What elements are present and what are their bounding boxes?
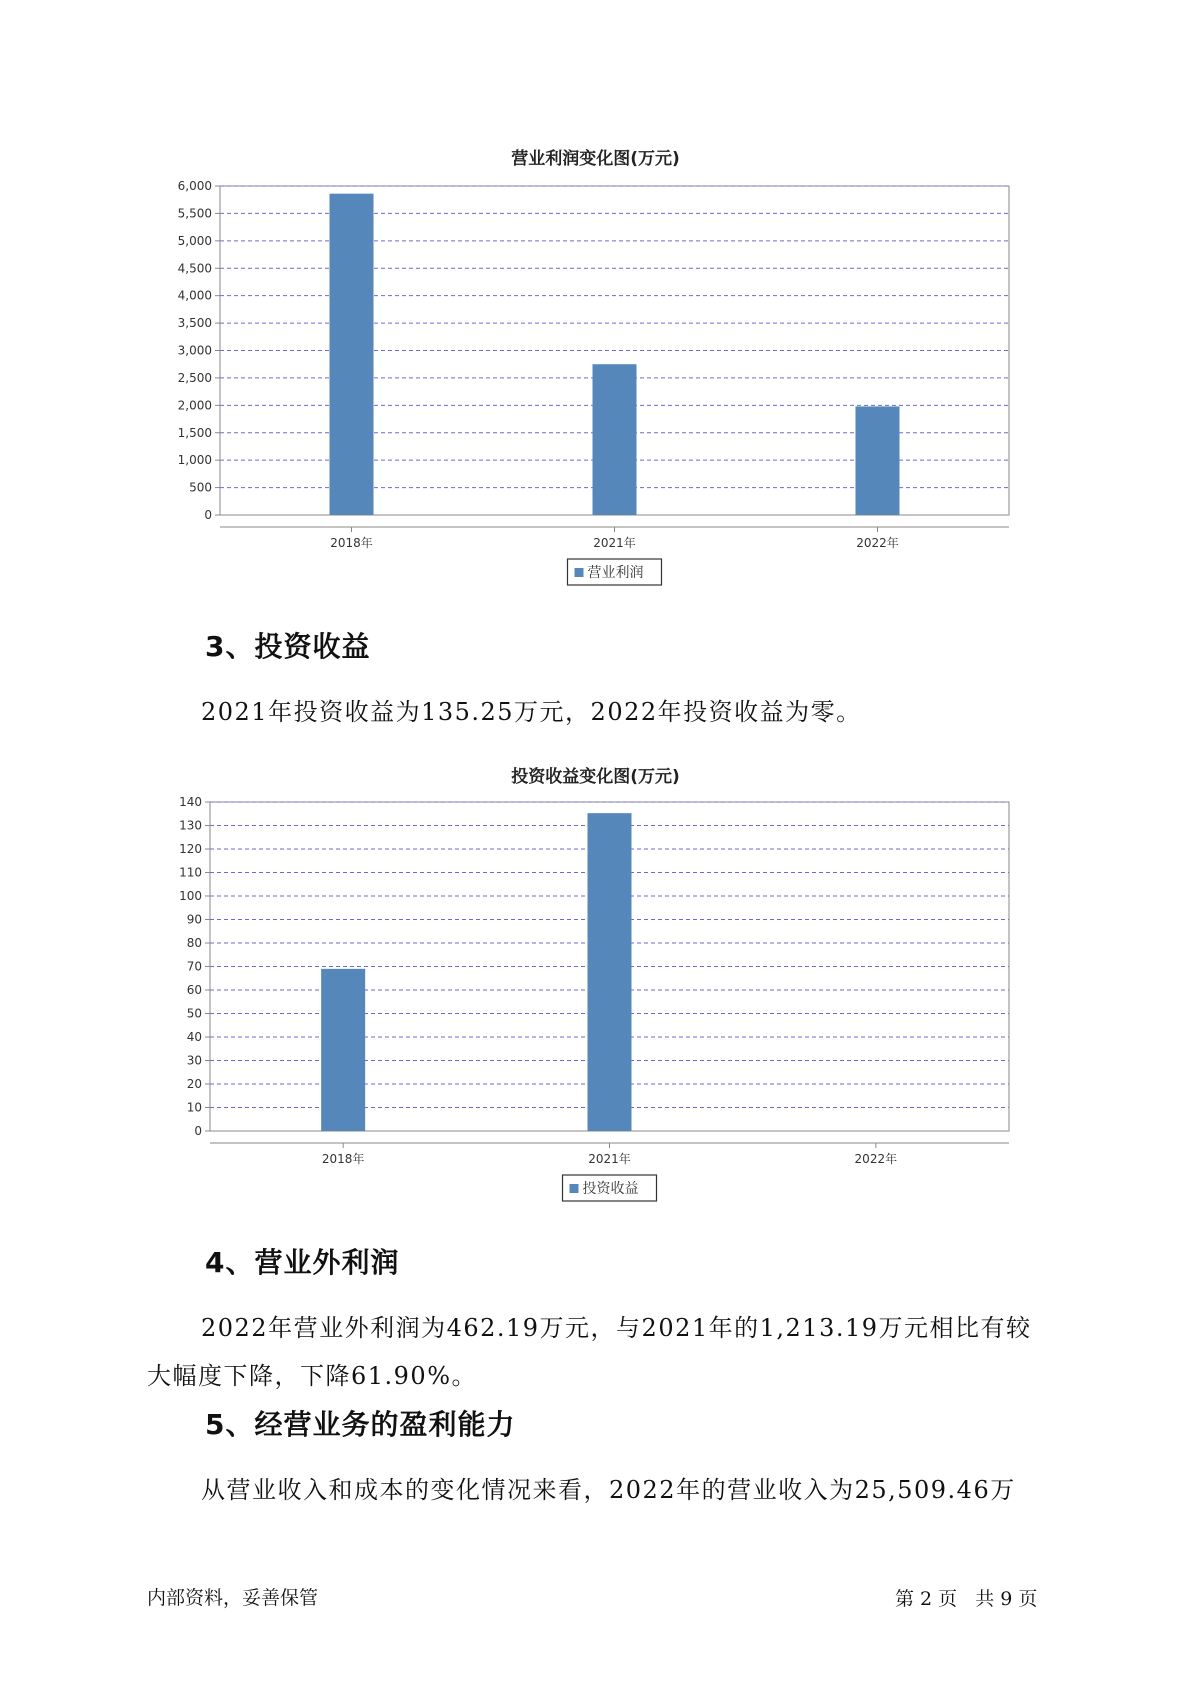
footer-page-indicator (895, 1584, 1043, 1611)
y-tick-label: 10 (186, 1100, 202, 1115)
y-tick-label: 0 (204, 508, 212, 522)
footer-confidential-note: 内部资料，妥善保管 (147, 1587, 319, 1609)
y-tick-label: 130 (179, 818, 202, 833)
bar-2021年 (593, 364, 637, 515)
y-tick-label: 80 (186, 936, 202, 950)
bar-2021年 (588, 813, 632, 1131)
section4-paragraph-line2: 大幅度下降，下降61.90%。 (147, 1362, 478, 1390)
section3-heading: 3、投资收益 (205, 630, 371, 663)
x-tick-label: 2022年 (856, 536, 899, 550)
y-tick-label: 2,000 (177, 398, 212, 413)
x-tick-label: 2021年 (588, 1152, 631, 1166)
y-tick-label: 4,000 (177, 288, 212, 303)
footer-page-number: 2 (920, 1588, 933, 1610)
y-tick-label: 140 (179, 795, 202, 809)
y-tick-label: 0 (194, 1124, 202, 1138)
y-tick-label: 5,500 (177, 206, 212, 221)
y-tick-label: 70 (186, 959, 202, 974)
y-tick-label: 20 (186, 1077, 202, 1091)
y-tick-label: 50 (186, 1006, 202, 1021)
y-tick-label: 6,000 (177, 179, 212, 193)
y-tick-label: 1,000 (177, 453, 212, 468)
footer-total-pages: 9 (1000, 1588, 1013, 1610)
section3-paragraph: 2021年投资收益为135.25万元，2022年投资收益为零。 (201, 698, 862, 726)
section4-paragraph-line1: 2022年营业外利润为462.19万元，与2021年的1,213.19万元相比有较 (201, 1314, 1032, 1342)
y-tick-label: 90 (186, 912, 202, 927)
y-tick-label: 3,500 (177, 316, 212, 331)
y-tick-label: 1,500 (177, 425, 212, 440)
legend-swatch (570, 1184, 579, 1193)
legend-label: 投资收益 (582, 1181, 639, 1197)
bar-2018年 (330, 194, 374, 515)
y-tick-label: 4,500 (177, 261, 212, 276)
y-tick-label: 5,000 (177, 233, 212, 248)
x-tick-label: 2021年 (593, 536, 636, 550)
legend-label: 营业利润 (587, 565, 644, 581)
y-tick-label: 2,500 (177, 370, 212, 385)
y-tick-label: 500 (189, 480, 212, 495)
y-tick-label: 120 (179, 842, 202, 856)
footer-page-label-2: 页 (938, 1588, 958, 1610)
y-tick-label: 3,000 (177, 343, 212, 358)
section5-paragraph-line1: 从营业收入和成本的变化情况来看，2022年的营业收入为25,509.46万 (201, 1476, 1016, 1504)
y-tick-label: 110 (179, 865, 202, 880)
investment-income-chart (0, 790, 1191, 1210)
section4-heading: 4、营业外利润 (205, 1246, 400, 1279)
y-tick-label: 30 (186, 1053, 202, 1068)
y-tick-label: 100 (179, 889, 202, 903)
x-tick-label: 2018年 (321, 1152, 365, 1166)
section5-heading: 5、经营业务的盈利能力 (205, 1408, 516, 1441)
x-tick-label: 2018年 (330, 536, 373, 550)
bar-2018年 (321, 969, 365, 1131)
operating-profit-chart (0, 170, 1191, 590)
y-tick-label: 60 (186, 983, 202, 997)
chart2-title: 投资收益变化图(万元) (511, 767, 680, 787)
bar-2022年 (856, 406, 900, 515)
footer-total-label-2: 页 (1018, 1588, 1038, 1610)
footer-total-label-1: 共 (975, 1588, 995, 1610)
y-tick-label: 40 (186, 1030, 202, 1044)
chart1-title: 营业利润变化图(万元) (511, 149, 680, 169)
footer-page-label-1: 第 (895, 1588, 915, 1610)
x-tick-label: 2022年 (854, 1152, 898, 1166)
legend-swatch (575, 568, 584, 577)
